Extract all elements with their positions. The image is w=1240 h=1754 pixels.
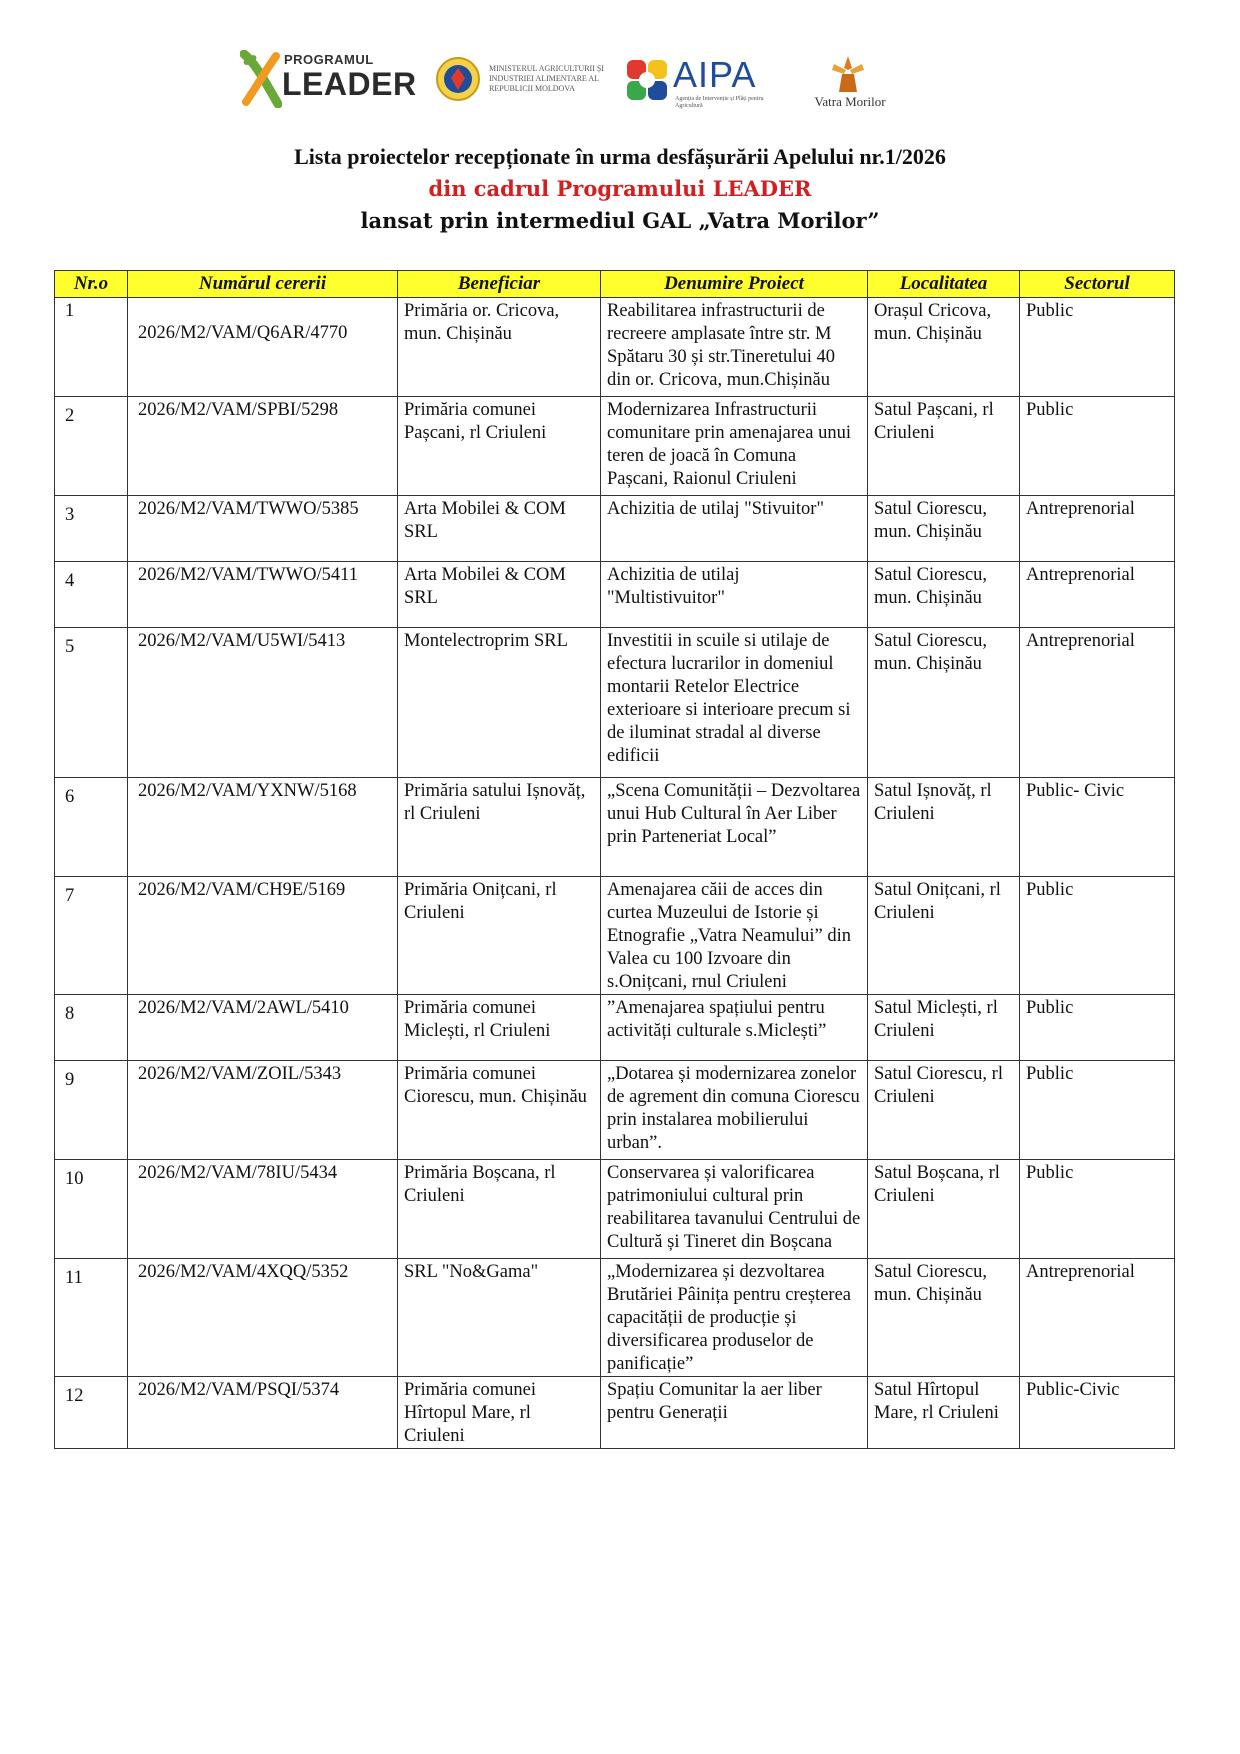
cell-beneficiary: Primăria satului Ișnovăț, rl Criuleni: [398, 778, 601, 877]
cell-nr: [55, 496, 128, 562]
cell-locality: Satul Ciorescu, mun. Chișinău: [868, 628, 1020, 778]
nr-text: 9: [65, 1070, 75, 1090]
table-row: [55, 877, 1175, 995]
cell-beneficiary: Primăria comunei Pașcani, rl Criuleni: [398, 397, 601, 496]
cell-request-number: [128, 298, 398, 397]
cell-nr: [55, 562, 128, 628]
cell-project-name: Amenajarea căii de acces din curtea Muzeului de Istorie și Etnografie „Vatra Neamului” din Valea cu 100 Izvoare din s.Onițcani, rnul Criuleni: [601, 877, 868, 995]
cell-sector: Public- Civic: [1020, 778, 1175, 877]
column-header-sector: Sectorul: [1020, 271, 1175, 298]
cell-request-number: 2026/M2/VAM/CH9E/5169: [128, 877, 398, 995]
nr-text: 4: [65, 571, 75, 591]
request-number-text: 2026/M2/VAM/Q6AR/4770: [138, 323, 348, 343]
cell-request-number: 2026/M2/VAM/ZOIL/5343: [128, 1061, 398, 1160]
table-row: [55, 562, 1175, 628]
cell-nr: [55, 995, 128, 1061]
cell-sector: Antreprenorial: [1020, 1259, 1175, 1377]
cell-request-number: 2026/M2/VAM/TWWO/5385: [128, 496, 398, 562]
cell-sector: Public: [1020, 397, 1175, 496]
cell-nr: [55, 1160, 128, 1259]
projects-table: [54, 270, 1175, 1449]
cell-beneficiary: Arta Mobilei & COM SRL: [398, 562, 601, 628]
vatra-morilor-logo: [800, 40, 900, 120]
column-header-locality: Localitatea: [868, 271, 1020, 298]
ministry-seal-icon: [435, 56, 481, 102]
cell-nr: [55, 877, 128, 995]
nr-text: 5: [65, 637, 75, 657]
aipa-name: AIPA: [673, 54, 757, 95]
cell-request-number: 2026/M2/VAM/U5WI/5413: [128, 628, 398, 778]
cell-beneficiary: SRL "No&Gama": [398, 1259, 601, 1377]
page-subtitle-program: din cadrul Programului LEADER: [428, 176, 812, 201]
table-row: [55, 1377, 1175, 1449]
nr-text: 7: [65, 886, 75, 906]
leader-logo: [240, 40, 417, 120]
column-header-nr: Nr.o: [55, 271, 128, 298]
aipa-mark-icon: [625, 58, 669, 102]
cell-project-name: „Modernizarea și dezvoltarea Brutăriei Pâinița pentru creșterea capacității de producție și diversificarea produselor de panificație”: [601, 1259, 868, 1377]
column-header-beneficiary: Beneficiar: [398, 271, 601, 298]
column-header-request-number: Numărul cererii: [128, 271, 398, 298]
cell-request-number: 2026/M2/VAM/TWWO/5411: [128, 562, 398, 628]
cell-project-name: „Scena Comunității – Dezvoltarea unui Hub Cultural în Aer Liber prin Parteneriat Local”: [601, 778, 868, 877]
cell-sector: Public: [1020, 1061, 1175, 1160]
table-row: [55, 1061, 1175, 1160]
cell-project-name: „Dotarea și modernizarea zonelor de agrement din comuna Ciorescu prin instalarea mobilierului urban”.: [601, 1061, 868, 1160]
table-row: [55, 628, 1175, 778]
cell-request-number: 2026/M2/VAM/PSQI/5374: [128, 1377, 398, 1449]
cell-sector: Antreprenorial: [1020, 496, 1175, 562]
cell-locality: Satul Ciorescu, rl Criuleni: [868, 1061, 1020, 1160]
cell-project-name: Achizitia de utilaj "Multistivuitor": [601, 562, 868, 628]
cell-project-name: Spațiu Comunitar la aer liber pentru Generații: [601, 1377, 868, 1449]
cell-beneficiary: Primăria Onițcani, rl Criuleni: [398, 877, 601, 995]
cell-nr: 1: [55, 298, 128, 397]
cell-request-number: 2026/M2/VAM/4XQQ/5352: [128, 1259, 398, 1377]
cell-project-name: Investitii in scuile si utilaje de efectura lucrarilor in domeniul montarii Retelor Electrice exterioare si interioare precum si de iluminat stradal al diverse edificii: [601, 628, 868, 778]
nr-text: 11: [65, 1268, 83, 1288]
table-row: [55, 298, 1175, 397]
nr-text: 8: [65, 1004, 75, 1024]
cell-locality: Satul Onițcani, rl Criuleni: [868, 877, 1020, 995]
cell-request-number: 2026/M2/VAM/78IU/5434: [128, 1160, 398, 1259]
aipa-logo: [625, 40, 765, 120]
cell-beneficiary: Montelectroprim SRL: [398, 628, 601, 778]
page-subtitle-gal: lansat prin intermediul GAL „Vatra Morilor”: [360, 208, 880, 233]
cell-nr: [55, 1259, 128, 1377]
cell-locality: Satul Ciorescu, mun. Chișinău: [868, 562, 1020, 628]
cell-nr: [55, 1377, 128, 1449]
vatra-morilor-name: Vatra Morilor: [814, 94, 886, 109]
cell-project-name: Modernizarea Infrastructurii comunitare prin amenajarea unui teren de joacă în Comuna Pașcani, Raionul Criuleni: [601, 397, 868, 496]
cell-sector: Public: [1020, 877, 1175, 995]
ministry-logo: [435, 40, 615, 120]
cell-locality: Satul Boșcana, rl Criuleni: [868, 1160, 1020, 1259]
table-row: [55, 397, 1175, 496]
cell-beneficiary: Arta Mobilei & COM SRL: [398, 496, 601, 562]
nr-text: 10: [65, 1169, 84, 1189]
leader-program-label: PROGRAMUL: [284, 52, 374, 67]
cell-sector: Public-Civic: [1020, 1377, 1175, 1449]
cell-locality: Satul Ișnovăț, rl Criuleni: [868, 778, 1020, 877]
cell-sector: Public: [1020, 1160, 1175, 1259]
cell-project-name: Achizitia de utilaj "Stivuitor": [601, 496, 868, 562]
ministry-text: MINISTERUL AGRICULTURII ȘI INDUSTRIEI ALIMENTARE AL REPUBLICII MOLDOVA: [489, 64, 604, 93]
cell-request-number: 2026/M2/VAM/SPBI/5298: [128, 397, 398, 496]
cell-sector: Public: [1020, 995, 1175, 1061]
cell-nr: [55, 397, 128, 496]
windmill-icon: [826, 52, 870, 94]
cell-sector: Antreprenorial: [1020, 628, 1175, 778]
table-row: [55, 778, 1175, 877]
table-row: [55, 496, 1175, 562]
table-header-row: [55, 271, 1175, 298]
cell-project-name: Conservarea și valorificarea patrimoniului cultural prin reabilitarea tavanului Centrului de Cultură și Tineret din Boșcana: [601, 1160, 868, 1259]
cell-beneficiary: Primăria or. Cricova, mun. Chișinău: [398, 298, 601, 397]
cell-locality: Satul Pașcani, rl Criuleni: [868, 397, 1020, 496]
cell-project-name: ”Amenajarea spațiului pentru activități culturale s.Miclești”: [601, 995, 868, 1061]
cell-request-number: 2026/M2/VAM/2AWL/5410: [128, 995, 398, 1061]
cell-locality: Satul Ciorescu, mun. Chișinău: [868, 1259, 1020, 1377]
cell-nr: [55, 1061, 128, 1160]
cell-request-number: 2026/M2/VAM/YXNW/5168: [128, 778, 398, 877]
nr-text: 6: [65, 787, 75, 807]
cell-beneficiary: Primăria Boșcana, rl Criuleni: [398, 1160, 601, 1259]
table-row: [55, 1259, 1175, 1377]
cell-locality: Orașul Cricova, mun. Chișinău: [868, 298, 1020, 397]
logo-strip: [230, 40, 910, 120]
cell-beneficiary: Primăria comunei Hîrtopul Mare, rl Criuleni: [398, 1377, 601, 1449]
cell-beneficiary: Primăria comunei Miclești, rl Criuleni: [398, 995, 601, 1061]
cell-locality: Satul Miclești, rl Criuleni: [868, 995, 1020, 1061]
nr-text: 2: [65, 406, 75, 426]
cell-locality: Satul Ciorescu, mun. Chișinău: [868, 496, 1020, 562]
cell-sector: Antreprenorial: [1020, 562, 1175, 628]
leader-word: LEADER: [282, 66, 417, 102]
leader-x-icon: [240, 50, 282, 108]
cell-project-name: Reabilitarea infrastructurii de recreere amplasate între str. M Spătaru 30 și str.Tineretului 40 din or. Cricova, mun.Chișinău: [601, 298, 868, 397]
cell-nr: [55, 628, 128, 778]
cell-locality: Satul Hîrtopul Mare, rl Criuleni: [868, 1377, 1020, 1449]
cell-beneficiary: Primăria comunei Ciorescu, mun. Chișinău: [398, 1061, 601, 1160]
column-header-project-name: Denumire Proiect: [601, 271, 868, 298]
nr-text: 3: [65, 505, 75, 525]
page-title: Lista proiectelor recepționate în urma desfășurării Apelului nr.1/2026: [294, 144, 946, 169]
nr-text: 12: [65, 1386, 84, 1406]
cell-nr: [55, 778, 128, 877]
cell-sector: Public: [1020, 298, 1175, 397]
aipa-subtitle: Agenția de Intervenție și Plăți pentru Agricultură: [675, 96, 764, 109]
table-row: [55, 1160, 1175, 1259]
table-row: [55, 995, 1175, 1061]
